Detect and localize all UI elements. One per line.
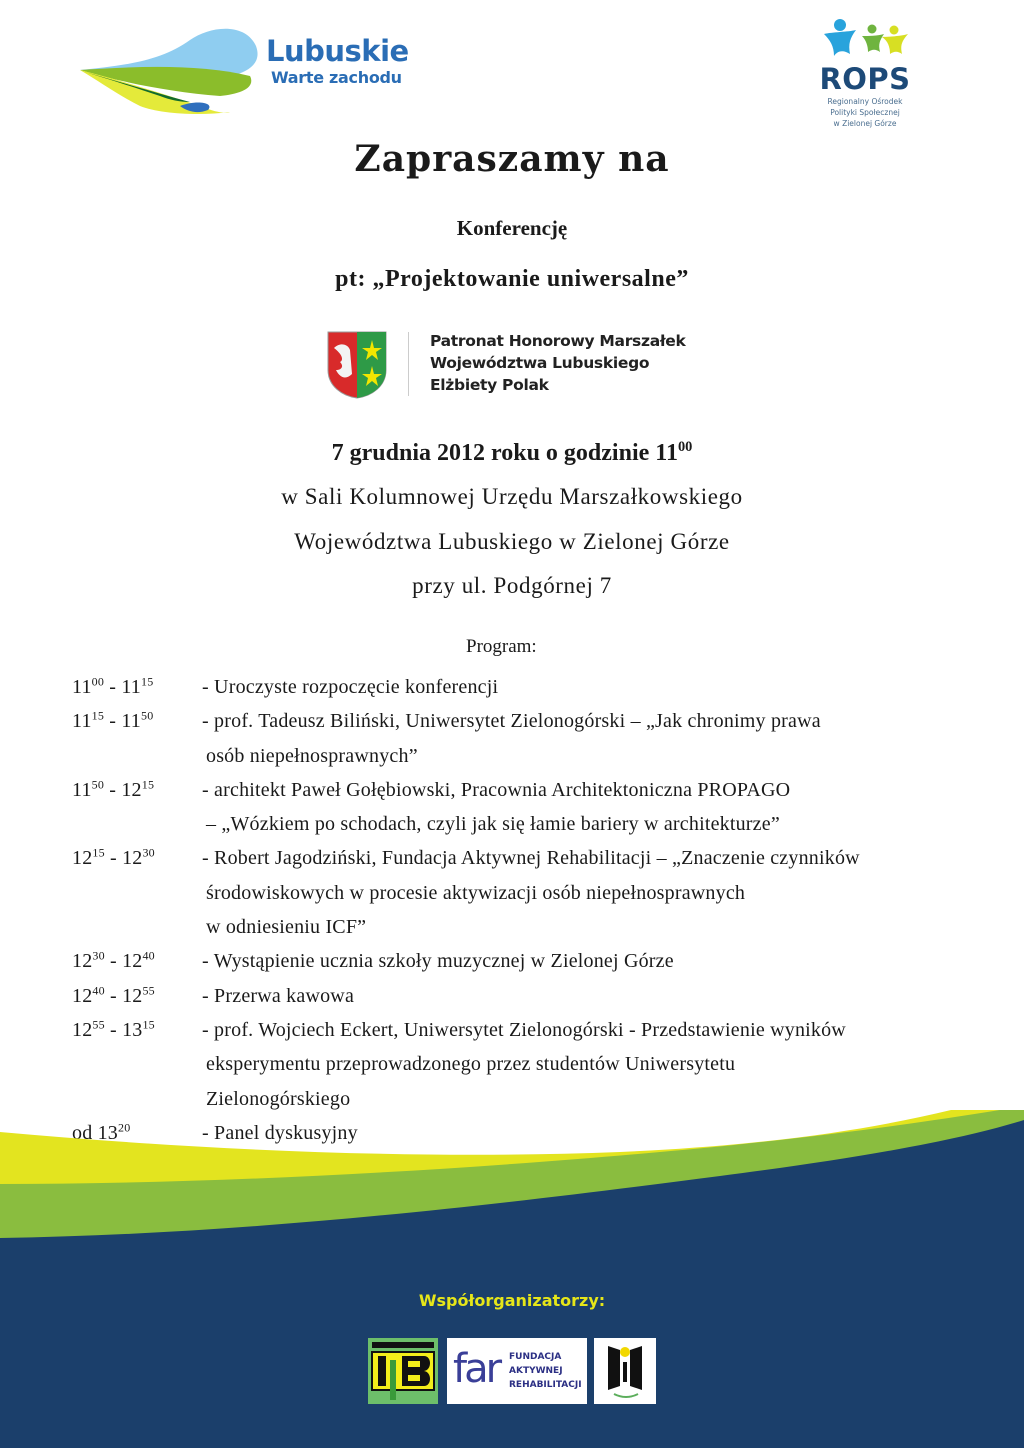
program-line: w odniesieniu ICF” bbox=[206, 916, 367, 939]
program-time-sup: 40 bbox=[142, 948, 155, 963]
rops-subtitle bbox=[810, 96, 920, 129]
program-description bbox=[202, 979, 1022, 1013]
program-time-start: 11 bbox=[72, 676, 92, 698]
program-line: – „Wózkiem po schodach, czyli jak się łamie bariery w architekturze” bbox=[206, 813, 780, 836]
far-name-line: AKTYWNEJ bbox=[509, 1366, 563, 1376]
program-line: osób niepełnosprawnych” bbox=[206, 744, 418, 767]
program-time bbox=[72, 841, 155, 875]
far-name-line: REHABILITACJI bbox=[509, 1380, 582, 1390]
patronage-line: Patronat Honorowy Marszałek bbox=[430, 332, 686, 350]
program-time-sup: 15 bbox=[141, 777, 155, 792]
venue-line: przy ul. Podgórnej 7 bbox=[412, 573, 612, 598]
program-line: - architekt Paweł Gołębiowski, Pracownia Architektoniczna PROPAGO bbox=[202, 778, 791, 801]
program-time-separator: - bbox=[104, 778, 122, 801]
program-line: - Przerwa kawowa bbox=[202, 984, 355, 1007]
patronage-text bbox=[430, 330, 686, 396]
conference-title: pt: „Projektowanie uniwersalne” bbox=[335, 266, 689, 292]
program-item bbox=[72, 704, 1022, 773]
program-item bbox=[72, 979, 1022, 1013]
program-time bbox=[72, 979, 155, 1013]
rops-subtitle-line: w Zielonej Górze bbox=[833, 119, 897, 128]
program-time-sup: 15 bbox=[142, 1017, 155, 1032]
program-time-sup: 15 bbox=[141, 674, 154, 689]
program-list bbox=[72, 670, 1022, 1184]
coat-of-arms-icon bbox=[326, 330, 388, 400]
program-time-start: od 13 bbox=[72, 1121, 118, 1144]
program-time-end: 11 bbox=[121, 710, 142, 733]
program-description bbox=[202, 704, 1022, 773]
invitation-subtitle: Konferencję bbox=[456, 216, 568, 240]
program-time-separator: - bbox=[104, 676, 122, 698]
program-time bbox=[72, 670, 153, 704]
rops-people-icon bbox=[810, 14, 920, 62]
patronage-line: Województwa Lubuskiego bbox=[430, 354, 650, 372]
venue-line: w Sali Kolumnowej Urzędu Marszałkowskiego bbox=[281, 484, 743, 509]
program-time-sup: 20 bbox=[118, 1120, 131, 1135]
program-time-start: 12 bbox=[72, 950, 93, 973]
program-time-separator: - bbox=[104, 710, 122, 733]
program-description bbox=[202, 670, 1022, 704]
rops-subtitle-line: Polityki Społecznej bbox=[830, 108, 900, 117]
program-label: Program: bbox=[466, 636, 537, 657]
program-description bbox=[202, 1013, 1022, 1116]
program-line: - prof. Tadeusz Biliński, Uniwersytet Zielonogórski – „Jak chronimy prawa bbox=[202, 710, 821, 733]
far-name bbox=[509, 1350, 582, 1392]
event-date bbox=[0, 440, 1024, 467]
lib-logo-icon bbox=[368, 1338, 438, 1404]
program-item bbox=[72, 670, 1022, 704]
rops-name: ROPS bbox=[819, 62, 911, 96]
patronage-block bbox=[326, 330, 706, 402]
program-time bbox=[72, 704, 153, 738]
program-line: - Robert Jagodziński, Fundacja Aktywnej Rehabilitacji – „Znaczenie czynników bbox=[202, 847, 860, 870]
program-time-sup: 55 bbox=[142, 983, 155, 998]
program-time-end: 11 bbox=[121, 676, 142, 698]
patronage-divider bbox=[408, 332, 409, 396]
partner-logo-third bbox=[594, 1338, 656, 1404]
program-line: - prof. Wojciech Eckert, Uniwersytet Zielonogórski - Przedstawienie wyników bbox=[202, 1018, 846, 1041]
program-time-separator: - bbox=[104, 950, 123, 973]
program-time-start: 12 bbox=[72, 847, 93, 870]
program-time-separator: - bbox=[104, 847, 123, 870]
program-line: - Wystąpienie ucznia szkoły muzycznej w Zielonej Górze bbox=[202, 950, 674, 973]
program-time-end: 13 bbox=[122, 1018, 143, 1041]
program-time-sup: 15 bbox=[92, 845, 105, 860]
program-line: - Panel dyskusyjny bbox=[202, 1121, 358, 1144]
rops-subtitle-line: Regionalny Ośrodek bbox=[827, 97, 903, 106]
program-line: eksperymentu przeprowadzonego przez studentów Uniwersytetu bbox=[206, 1053, 736, 1076]
open-door-logo-icon bbox=[594, 1338, 656, 1404]
lubuskie-wave-icon bbox=[80, 26, 260, 118]
far-name-line: FUNDACJA bbox=[509, 1352, 562, 1362]
lubuskie-tagline: Warte zachodu bbox=[271, 68, 402, 87]
program-item bbox=[72, 1013, 1022, 1116]
partner-logo-lib bbox=[368, 1338, 438, 1404]
venue-line: Województwa Lubuskiego w Zielonej Górze bbox=[294, 529, 730, 554]
program-time-start: 11 bbox=[72, 778, 92, 801]
patronage-line: Elżbiety Polak bbox=[430, 376, 549, 394]
program-time-end: 12 bbox=[122, 950, 143, 973]
program-item bbox=[72, 773, 1022, 842]
program-time-sup: 30 bbox=[92, 948, 105, 963]
program-time bbox=[72, 944, 155, 978]
program-time-separator: - bbox=[104, 984, 123, 1007]
program-description bbox=[202, 944, 1022, 978]
lubuskie-logo bbox=[80, 26, 410, 118]
program-time-start: 11 bbox=[72, 710, 92, 733]
program-time-end: 12 bbox=[121, 778, 142, 801]
program-line: - Uroczyste rozpoczęcie konferencji bbox=[202, 676, 499, 698]
program-time-sup: 30 bbox=[142, 845, 155, 860]
program-line: środowiskowych w procesie aktywizacji osób niepełnosprawnych bbox=[206, 881, 746, 904]
event-time-sup: 00 bbox=[677, 439, 693, 455]
program-line: Zielonogórskiego bbox=[206, 1087, 351, 1110]
program-item bbox=[72, 841, 1022, 944]
program-time-sup: 50 bbox=[141, 708, 154, 723]
program-time-sup: 40 bbox=[92, 983, 105, 998]
coorganizers-label: Współorganizatorzy: bbox=[418, 1291, 606, 1310]
program-time-sup: 00 bbox=[91, 674, 105, 689]
program-time-sup: 15 bbox=[91, 708, 105, 723]
program-description bbox=[202, 773, 1022, 842]
program-description bbox=[202, 841, 1022, 944]
program-time-end: 12 bbox=[122, 984, 143, 1007]
program-time-sup: 55 bbox=[92, 1017, 105, 1032]
lubuskie-name: Lubuskie bbox=[266, 34, 409, 68]
far-logo-icon: far bbox=[453, 1346, 500, 1392]
program-time bbox=[72, 773, 154, 807]
partner-logo-far bbox=[447, 1338, 587, 1404]
program-time bbox=[72, 1013, 155, 1047]
invitation-title: Zapraszamy na bbox=[354, 138, 670, 180]
program-time-sup: 50 bbox=[91, 777, 105, 792]
program-item bbox=[72, 944, 1022, 978]
program-time-separator: - bbox=[104, 1018, 123, 1041]
event-date-text: 7 grudnia 2012 roku o godzinie 11 bbox=[331, 440, 678, 466]
program-time-start: 12 bbox=[72, 984, 93, 1007]
program-time-end: 12 bbox=[122, 847, 143, 870]
rops-logo bbox=[810, 14, 920, 132]
program-time-start: 12 bbox=[72, 1018, 93, 1041]
